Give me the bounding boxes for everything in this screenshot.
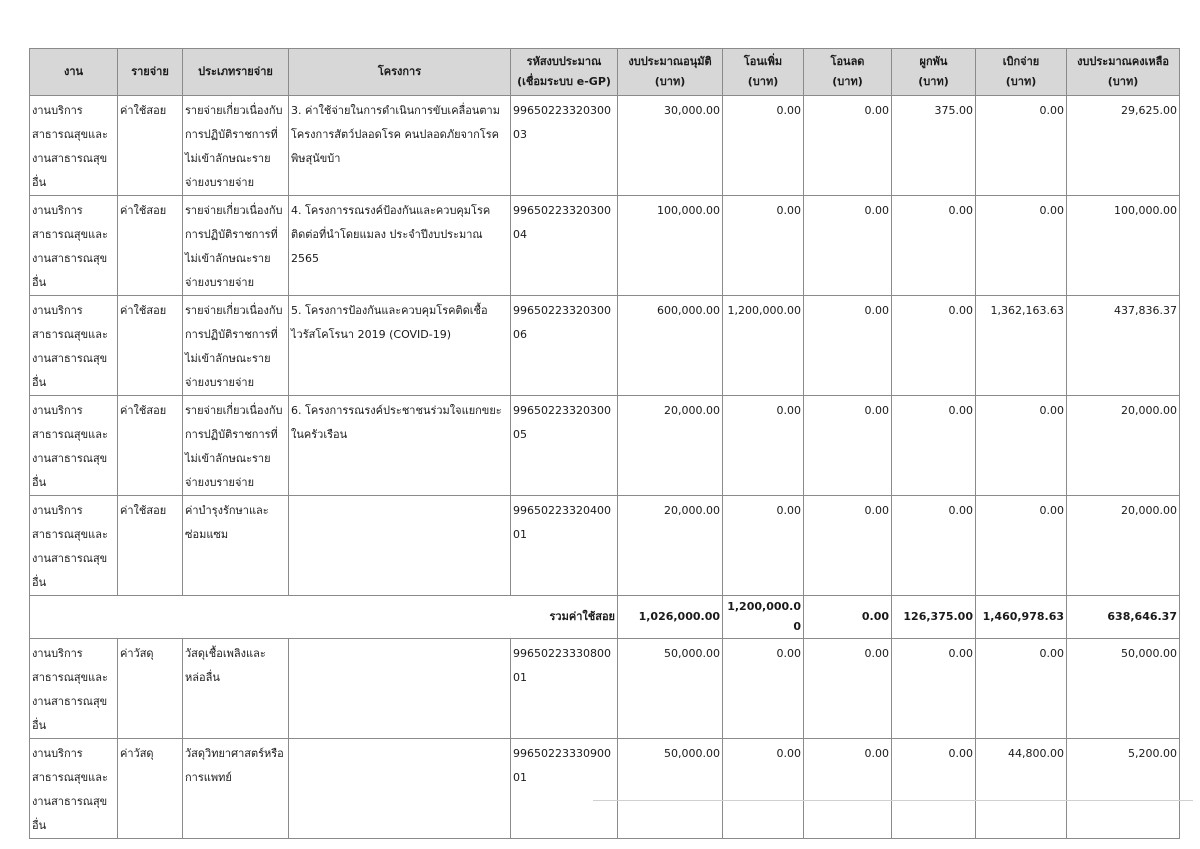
cell-expense: ค่าใช้สอย: [118, 96, 183, 196]
cell-transfer-out: 0.00: [804, 496, 892, 596]
cell-transfer-in: 0.00: [723, 196, 804, 296]
cell-approved: 100,000.00: [618, 196, 723, 296]
total-approved: 1,026,000.00: [618, 596, 723, 639]
header-disbursed-label: เบิกจ่าย: [1002, 55, 1040, 68]
cell-transfer-in: 0.00: [723, 739, 804, 839]
cell-approved: 50,000.00: [618, 739, 723, 839]
cell-committed: 0.00: [892, 496, 976, 596]
cell-transfer-in: 0.00: [723, 396, 804, 496]
cell-transfer-out: 0.00: [804, 639, 892, 739]
total-committed: 126,375.00: [892, 596, 976, 639]
header-committed-label: ผูกพัน: [919, 55, 948, 68]
cell-disbursed: 0.00: [976, 96, 1067, 196]
cell-expense: ค่าใช้สอย: [118, 196, 183, 296]
cell-budget-code: 9965022332030006: [511, 296, 618, 396]
cell-committed: 0.00: [892, 296, 976, 396]
header-approved: [618, 49, 723, 96]
header-committed: [892, 49, 976, 96]
cell-expense-type: ค่าบำรุงรักษาและซ่อมแซม: [183, 496, 289, 596]
header-project: โครงการ: [289, 49, 511, 96]
cell-expense-type: วัสดุวิทยาศาสตร์หรือการแพทย์: [183, 739, 289, 839]
cell-disbursed: 0.00: [976, 639, 1067, 739]
cell-budget-code: 9965022332030003: [511, 96, 618, 196]
cell-project: 6. โครงการรณรงค์ประชาชนร่วมใจแยกขยะในครัวเรือน: [289, 396, 511, 496]
budget-table: [29, 48, 1180, 839]
cell-budget-code: 9965022333080001: [511, 639, 618, 739]
cell-expense-type: รายจ่ายเกี่ยวเนื่องกับการปฏิบัติราชการที่ไม่เข้าลักษณะรายจ่ายงบรายจ่าย: [183, 96, 289, 196]
cell-disbursed: 0.00: [976, 196, 1067, 296]
header-row: [30, 49, 1180, 96]
cell-expense-type: วัสดุเชื้อเพลิงและหล่อลื่น: [183, 639, 289, 739]
cell-expense: ค่าใช้สอย: [118, 496, 183, 596]
header-transfer-in-label: โอนเพิ่ม: [743, 55, 783, 68]
total-transfer-out: 0.00: [804, 596, 892, 639]
header-unit: (บาท): [832, 75, 863, 88]
table-row: [30, 96, 1180, 196]
cell-remaining: 20,000.00: [1067, 496, 1180, 596]
total-remaining: 638,646.37: [1067, 596, 1180, 639]
cell-work: งานบริการสาธารณสุขและงานสาธารณสุขอื่น: [30, 396, 118, 496]
cell-approved: 30,000.00: [618, 96, 723, 196]
cell-remaining: 20,000.00: [1067, 396, 1180, 496]
total-disbursed: 1,460,978.63: [976, 596, 1067, 639]
cell-committed: 375.00: [892, 96, 976, 196]
header-budget-code-sub: (เชื่อมระบบ e-GP): [517, 75, 611, 88]
cell-transfer-in: 0.00: [723, 96, 804, 196]
cell-project: [289, 639, 511, 739]
header-budget-code: [511, 49, 618, 96]
cell-project: 4. โครงการรณรงค์ป้องกันและควบคุมโรคติดต่อที่นำโดยแมลง ประจำปีงบประมาณ 2565: [289, 196, 511, 296]
header-transfer-out-label: โอนลด: [830, 55, 865, 68]
cell-project: [289, 496, 511, 596]
cell-transfer-out: 0.00: [804, 396, 892, 496]
cell-work: งานบริการสาธารณสุขและงานสาธารณสุขอื่น: [30, 496, 118, 596]
cell-project: [289, 739, 511, 839]
cell-work: งานบริการสาธารณสุขและงานสาธารณสุขอื่น: [30, 639, 118, 739]
cell-expense-type: รายจ่ายเกี่ยวเนื่องกับการปฏิบัติราชการที่ไม่เข้าลักษณะรายจ่ายงบรายจ่าย: [183, 396, 289, 496]
cell-transfer-in: 1,200,000.00: [723, 296, 804, 396]
header-unit: (บาท): [747, 75, 779, 88]
cell-project: 5. โครงการป้องกันและควบคุมโรคติดเชื้อไวรัสโคโรนา 2019 (COVID-19): [289, 296, 511, 396]
cell-committed: 0.00: [892, 396, 976, 496]
cell-transfer-in: 0.00: [723, 496, 804, 596]
cell-expense: ค่าใช้สอย: [118, 396, 183, 496]
header-expense-type: ประเภทรายจ่าย: [183, 49, 289, 96]
cell-work: งานบริการสาธารณสุขและงานสาธารณสุขอื่น: [30, 196, 118, 296]
table-row: [30, 496, 1180, 596]
header-approved-label: งบประมาณอนุมัติ: [628, 55, 712, 68]
header-unit: (บาท): [918, 75, 949, 88]
cell-remaining: 100,000.00: [1067, 196, 1180, 296]
cell-expense: ค่าวัสดุ: [118, 639, 183, 739]
cell-expense: ค่าวัสดุ: [118, 739, 183, 839]
table-row: [30, 196, 1180, 296]
cell-budget-code: 9965022333090001: [511, 739, 618, 839]
cell-committed: 0.00: [892, 639, 976, 739]
cell-transfer-out: 0.00: [804, 739, 892, 839]
cell-work: งานบริการสาธารณสุขและงานสาธารณสุขอื่น: [30, 739, 118, 839]
cell-disbursed: 0.00: [976, 496, 1067, 596]
cell-expense-type: รายจ่ายเกี่ยวเนื่องกับการปฏิบัติราชการที่ไม่เข้าลักษณะรายจ่ายงบรายจ่าย: [183, 296, 289, 396]
cell-work: งานบริการสาธารณสุขและงานสาธารณสุขอื่น: [30, 296, 118, 396]
page-divider: [593, 800, 1193, 801]
header-unit: (บาท): [654, 75, 686, 88]
cell-remaining: 437,836.37: [1067, 296, 1180, 396]
header-disbursed: [976, 49, 1067, 96]
header-expense: รายจ่าย: [118, 49, 183, 96]
cell-remaining: 50,000.00: [1067, 639, 1180, 739]
cell-budget-code: 9965022332030005: [511, 396, 618, 496]
table-row: [30, 739, 1180, 839]
cell-disbursed: 44,800.00: [976, 739, 1067, 839]
cell-transfer-out: 0.00: [804, 296, 892, 396]
cell-disbursed: 1,362,163.63: [976, 296, 1067, 396]
cell-disbursed: 0.00: [976, 396, 1067, 496]
cell-expense: ค่าใช้สอย: [118, 296, 183, 396]
header-transfer-out: [804, 49, 892, 96]
header-unit: (บาท): [1005, 75, 1037, 88]
header-budget-code-label: รหัสงบประมาณ: [526, 55, 602, 68]
table-row: [30, 296, 1180, 396]
cell-work: งานบริการสาธารณสุขและงานสาธารณสุขอื่น: [30, 96, 118, 196]
cell-remaining: 29,625.00: [1067, 96, 1180, 196]
header-work: งาน: [30, 49, 118, 96]
total-label: รวมค่าใช้สอย: [30, 596, 618, 639]
total-row: [30, 596, 1180, 639]
cell-transfer-in: 0.00: [723, 639, 804, 739]
cell-budget-code: 9965022332040001: [511, 496, 618, 596]
cell-expense-type: รายจ่ายเกี่ยวเนื่องกับการปฏิบัติราชการที่ไม่เข้าลักษณะรายจ่ายงบรายจ่าย: [183, 196, 289, 296]
cell-approved: 20,000.00: [618, 496, 723, 596]
cell-remaining: 5,200.00: [1067, 739, 1180, 839]
cell-transfer-out: 0.00: [804, 96, 892, 196]
cell-transfer-out: 0.00: [804, 196, 892, 296]
table-row: [30, 396, 1180, 496]
header-remaining: [1067, 49, 1180, 96]
cell-approved: 20,000.00: [618, 396, 723, 496]
table-row: [30, 639, 1180, 739]
cell-committed: 0.00: [892, 196, 976, 296]
total-transfer-in: 1,200,000.00: [723, 596, 804, 639]
header-transfer-in: [723, 49, 804, 96]
cell-approved: 50,000.00: [618, 639, 723, 739]
cell-project: 3. ค่าใช้จ่ายในการดำเนินการขับเคลื่อนตามโครงการสัตว์ปลอดโรค คนปลอดภัยจากโรคพิษสุนัขบ้า: [289, 96, 511, 196]
header-remaining-label: งบประมาณคงเหลือ: [1077, 55, 1169, 68]
cell-committed: 0.00: [892, 739, 976, 839]
cell-approved: 600,000.00: [618, 296, 723, 396]
header-unit: (บาท): [1107, 75, 1139, 88]
cell-budget-code: 9965022332030004: [511, 196, 618, 296]
